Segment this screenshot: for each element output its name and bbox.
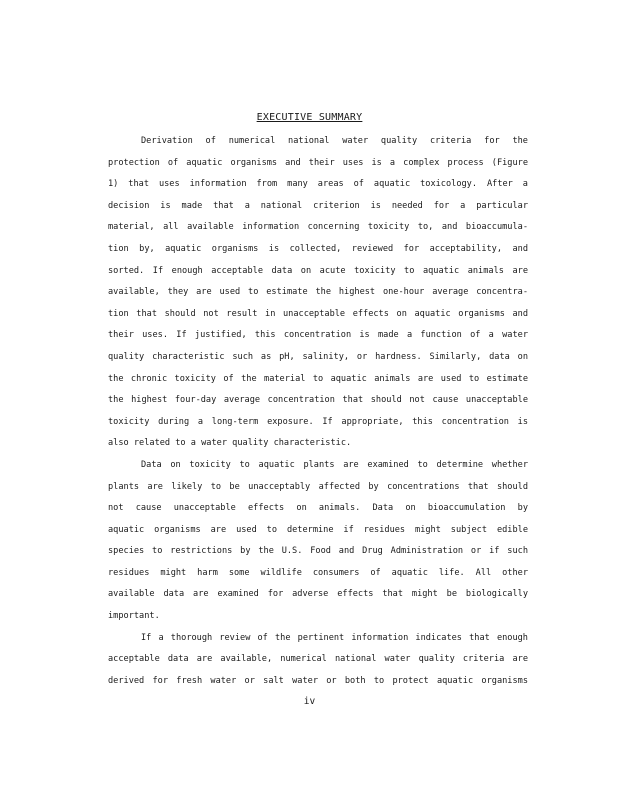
text-line: Data on toxicity to aquatic plants are examined to determine whether	[141, 459, 528, 470]
text-line: not cause unacceptable effects on animals. Data on bioaccumulation by	[108, 503, 528, 514]
text-line: material, all available information concerning toxicity to, and bioaccumula-	[108, 222, 528, 233]
text-line: tion that should not result in unacceptable effects on aquatic organisms and	[108, 308, 528, 319]
text-line: the highest four-day average concentration that should not cause unacceptable	[108, 395, 528, 406]
page-title: EXECUTIVE SUMMARY	[256, 112, 363, 123]
text-line: their uses. If justified, this concentration is made a function of a water	[108, 330, 528, 341]
text-line: species to restrictions by the U.S. Food and Drug Administration or if such	[108, 546, 528, 557]
text-line: available data are examined for adverse effects that might be biologically	[108, 589, 528, 600]
text-line: toxicity during a long-term exposure. If appropriate, this concentration is	[108, 416, 528, 427]
text-line: aquatic organisms are used to determine if residues might subject edible	[108, 524, 528, 535]
text-line: Derivation of numerical national water quality criteria for the	[141, 136, 528, 146]
text-line: acceptable data are available, numerical national water quality criteria are	[108, 654, 528, 665]
text-line: If a thorough review of the pertinent information indicates that enough	[141, 632, 528, 643]
text-line: important.	[108, 611, 160, 622]
text-line: sorted. If enough acceptable data on acute toxicity to aquatic animals are	[108, 265, 528, 276]
text-line: residues might harm some wildlife consumers of aquatic life. All other	[108, 567, 528, 578]
text-line: 1) that uses information from many areas of aquatic toxicology. After a	[108, 179, 528, 190]
page-number: iv	[303, 696, 316, 707]
text-line: tion by, aquatic organisms is collected, reviewed for acceptability, and	[108, 243, 528, 254]
text-line: available, they are used to estimate the highest one-hour average concentra-	[108, 287, 528, 298]
text-line: protection of aquatic organisms and their uses is a complex process (Figure	[108, 157, 528, 168]
text-line: decision is made that a national criterion is needed for a particular	[108, 200, 528, 211]
body-text	[108, 131, 528, 692]
text-line: the chronic toxicity of the material to aquatic animals are used to estimate	[108, 373, 528, 384]
text-line: also related to a water quality characteristic.	[108, 438, 352, 449]
text-line: derived for fresh water or salt water or both to protect aquatic organisms	[108, 675, 528, 686]
text-line: plants are likely to be unacceptably affected by concentrations that should	[108, 481, 528, 492]
text-line: quality characteristic such as pH, salinity, or hardness. Similarly, data on	[108, 351, 528, 362]
